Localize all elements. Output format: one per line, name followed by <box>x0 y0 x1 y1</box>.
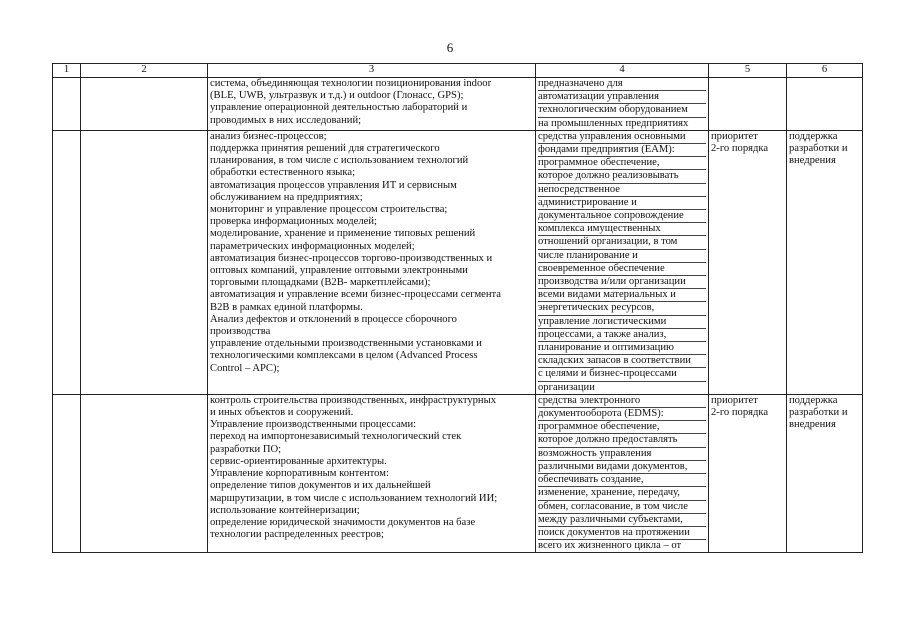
cell-col6 <box>787 394 863 552</box>
cell-text-line: маршрутизации, в том числе с использованием технологий ИИ; <box>210 492 498 504</box>
table-header-row <box>53 64 863 78</box>
cell-text-line: торговыми площадками (B2B- маркетплейсами); <box>210 277 431 289</box>
cell-text-line: анализ бизнес-процессов; <box>210 130 327 142</box>
cell-text-line: различными видами документов, <box>538 461 706 474</box>
cell-text-line: поддержка <box>789 394 838 406</box>
cell-col3 <box>208 394 536 552</box>
cell-text-line: документальное сопровождение <box>538 210 706 223</box>
cell-col2 <box>81 130 208 394</box>
cell-text-line: приоритет <box>711 130 758 142</box>
cell-text-line: управление операционной деятельностью лабораторий и <box>210 102 468 114</box>
table-row <box>53 394 863 552</box>
cell-text-line: B2B в рамках единой платформы. <box>210 301 363 313</box>
cell-col5 <box>709 394 787 552</box>
cell-text-line: приоритет <box>711 394 758 406</box>
cell-text-line: изменение, хранение, передачу, <box>538 487 706 500</box>
cell-col1 <box>53 78 81 131</box>
cell-text-line: которое должно предоставлять <box>538 434 706 447</box>
cell-text-line: производства <box>210 326 271 338</box>
cell-col4 <box>536 130 709 394</box>
cell-text-line: автоматизация процессов управления ИТ и сервисным <box>210 179 457 191</box>
cell-text-line: всеми видами материальных и <box>538 289 706 302</box>
column-header-6: 6 <box>787 64 863 78</box>
cell-col3 <box>208 78 536 131</box>
cell-col1 <box>53 130 81 394</box>
column-header-1: 1 <box>53 64 81 78</box>
column-header-2: 2 <box>81 64 208 78</box>
cell-text-line: обеспечивать создание, <box>538 474 706 487</box>
cell-text-line: технологии распределенных реестров; <box>210 529 384 541</box>
cell-col2 <box>81 78 208 131</box>
cell-text-line: сервис-ориентированные архитектуры. <box>210 455 387 467</box>
cell-text-line: числе планирование и <box>538 250 706 263</box>
cell-text-line: отношений организации, в том <box>538 236 706 249</box>
cell-text-line: автоматизация бизнес-процессов торгово-производственных и <box>210 252 493 264</box>
cell-text-line: обслуживанием на предприятиях; <box>210 191 363 203</box>
cell-col3 <box>208 130 536 394</box>
cell-text-line: комплекса имущественных <box>538 223 706 236</box>
cell-text-line: определение типов документов и их дальнейшей <box>210 480 431 492</box>
cell-text-line: программное обеспечение, <box>538 157 706 170</box>
cell-text-line: разработки и <box>789 407 848 419</box>
cell-text-line: программное обеспечение, <box>538 421 706 434</box>
cell-text-line: и иных объектов и сооружений. <box>210 407 354 419</box>
cell-text-line: 2-го порядка <box>711 407 769 419</box>
cell-text-line: которое должно реализовывать <box>538 170 706 183</box>
cell-text-line: 2-го порядка <box>711 143 769 155</box>
cell-text-line: управление логистическими <box>538 316 706 329</box>
cell-text-line: всего их жизненного цикла – от <box>538 540 682 552</box>
cell-text-line: непосредственное <box>538 184 706 197</box>
cell-text-line: Control – APC); <box>210 362 280 374</box>
cell-text-line: использование контейнеризации; <box>210 504 360 516</box>
cell-text-line: администрирование и <box>538 197 706 210</box>
cell-text-line: организации <box>538 381 595 393</box>
requirements-table <box>52 63 863 553</box>
cell-text-line: обмен, согласование, в том числе <box>538 501 706 514</box>
cell-text-line: мониторинг и управление процессом строительства; <box>210 204 448 216</box>
column-header-5: 5 <box>709 64 787 78</box>
cell-text-line: между различными субъектами, <box>538 514 706 527</box>
cell-text-line: производства и/или организации <box>538 276 706 289</box>
cell-col6 <box>787 78 863 131</box>
table-row <box>53 130 863 394</box>
cell-text-line: на промышленных предприятиях <box>538 117 689 129</box>
column-header-3: 3 <box>208 64 536 78</box>
cell-text-line: управление отдельными производственными установками и <box>210 338 482 350</box>
cell-col5 <box>709 78 787 131</box>
cell-text-line: поддержка <box>789 130 838 142</box>
cell-col5 <box>709 130 787 394</box>
cell-text-line: параметрических информационных моделей; <box>210 240 415 252</box>
cell-text-line: Анализ дефектов и отклонений в процессе сборочного <box>210 313 457 325</box>
cell-text-line: разработки и <box>789 143 848 155</box>
cell-text-line: разработки ПО; <box>210 443 282 455</box>
cell-text-line: Управление производственными процессами: <box>210 419 417 431</box>
cell-text-line: контроль строительства производственных, инфраструктурных <box>210 394 497 406</box>
cell-text-line: определение юридической значимости документов на базе <box>210 516 476 528</box>
cell-text-line: технологическими комплексами в целом (Advanced Process <box>210 350 478 362</box>
column-header-4: 4 <box>536 64 709 78</box>
cell-text-line: с целями и бизнес-процессами <box>538 368 706 381</box>
cell-text-line: автоматизации управления <box>538 91 706 104</box>
cell-text-line: своевременное обеспечение <box>538 263 706 276</box>
cell-text-line: планирование и оптимизацию <box>538 342 706 355</box>
cell-text-line: внедрения <box>789 419 836 431</box>
cell-text-line: процессами, а также анализ, <box>538 329 706 342</box>
cell-col4 <box>536 394 709 552</box>
table-row <box>53 78 863 131</box>
cell-text-line: проводимых в них исследований; <box>210 114 362 126</box>
cell-text-line: планирования, в том числе с использованием технологий <box>210 155 469 167</box>
cell-text-line: обработки естественного языка; <box>210 167 356 179</box>
cell-text-line: средства электронного <box>538 395 706 408</box>
cell-text-line: складских запасов в соответствии <box>538 355 706 368</box>
cell-text-line: оптовых компаний, управление оптовыми электронными <box>210 265 468 277</box>
cell-text-line: переход на импортонезависимый технологический стек <box>210 431 462 443</box>
cell-text-line: документооборота (EDMS): <box>538 408 706 421</box>
cell-text-line: технологическим оборудованием <box>538 104 706 117</box>
cell-text-line: моделирование, хранение и применение типовых решений <box>210 228 476 240</box>
cell-text-line: система, объединяющая технологии позиционирования indoor <box>210 78 492 89</box>
page-number: 6 <box>446 40 454 55</box>
cell-text-line: поддержка принятия решений для стратегического <box>210 143 440 155</box>
cell-text-line: (BLE, UWB, ультразвук и т.д.) и outdoor (Глонасс, GPS); <box>210 90 464 102</box>
cell-text-line: возможность управления <box>538 448 706 461</box>
cell-text-line: автоматизация и управление всеми бизнес-процессами сегмента <box>210 289 501 301</box>
cell-text-line: предназначено для <box>538 78 706 91</box>
cell-col2 <box>81 394 208 552</box>
cell-text-line: внедрения <box>789 155 836 167</box>
cell-col1 <box>53 394 81 552</box>
cell-text-line: средства управления основными <box>538 131 706 144</box>
cell-col6 <box>787 130 863 394</box>
cell-text-line: фондами предприятия (EAM): <box>538 144 706 157</box>
cell-text-line: проверка информационных моделей; <box>210 216 377 228</box>
cell-text-line: поиск документов на протяжении <box>538 527 706 540</box>
cell-col4 <box>536 78 709 131</box>
cell-text-line: энергетических ресурсов, <box>538 302 706 315</box>
cell-text-line: Управление корпоративным контентом: <box>210 468 389 480</box>
